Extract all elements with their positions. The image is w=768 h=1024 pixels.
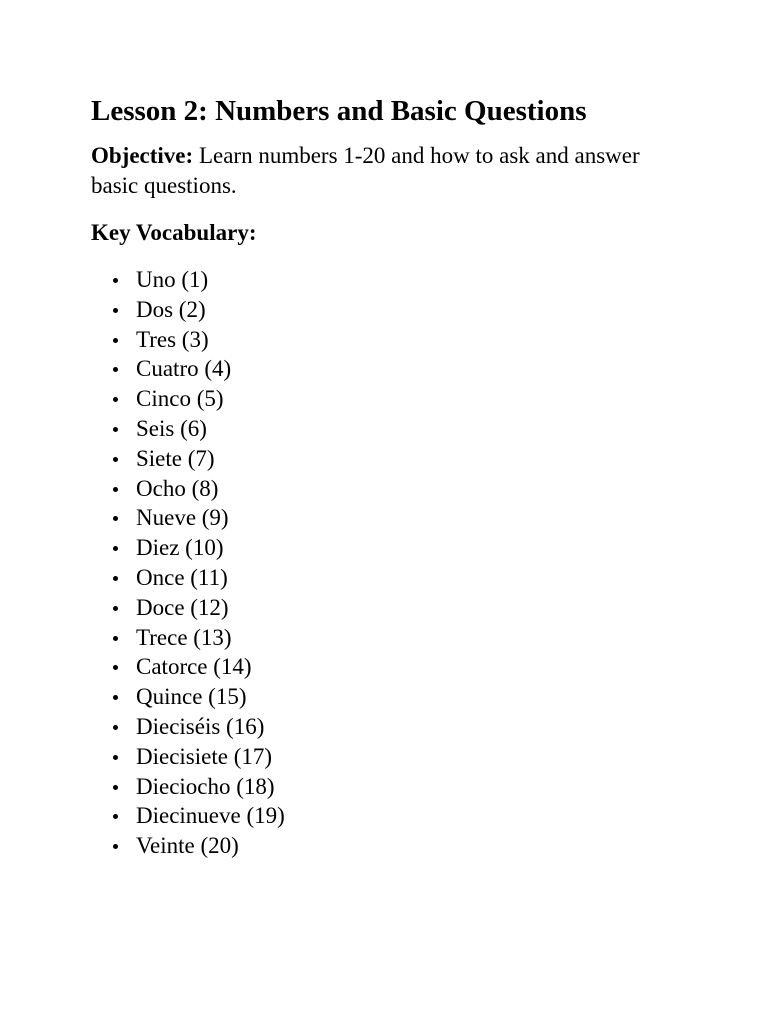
vocabulary-item-text: Once (11)	[136, 564, 228, 590]
vocabulary-item-text: Catorce (14)	[136, 654, 252, 680]
vocabulary-list	[91, 265, 768, 861]
vocabulary-item	[91, 593, 768, 623]
bullet-icon	[113, 785, 118, 790]
bullet-icon	[113, 814, 118, 819]
vocabulary-item-text: Veinte (20)	[136, 833, 239, 859]
vocabulary-item	[91, 384, 768, 414]
vocabulary-item	[91, 801, 768, 831]
vocabulary-item	[91, 503, 768, 533]
vocabulary-item	[91, 623, 768, 653]
vocabulary-item	[91, 295, 768, 325]
vocabulary-item-text: Diez (10)	[136, 535, 224, 561]
bullet-icon	[113, 606, 118, 611]
objective-paragraph	[91, 141, 651, 201]
bullet-icon	[113, 665, 118, 670]
vocabulary-item-text: Doce (12)	[136, 594, 229, 620]
vocabulary-item	[91, 682, 768, 712]
vocabulary-item	[91, 265, 768, 295]
vocabulary-item	[91, 712, 768, 742]
vocabulary-item	[91, 742, 768, 772]
bullet-icon	[113, 308, 118, 313]
vocabulary-item-text: Dieciséis (16)	[136, 713, 265, 739]
vocabulary-item-text: Quince (15)	[136, 684, 247, 710]
vocabulary-item	[91, 533, 768, 563]
vocabulary-item-text: Uno (1)	[136, 267, 209, 292]
vocabulary-item	[91, 444, 768, 474]
vocabulary-item	[91, 772, 768, 802]
vocabulary-item-text: Tres (3)	[136, 326, 209, 352]
lesson-title: Lesson 2: Numbers and Basic Questions	[91, 95, 587, 127]
bullet-icon	[113, 844, 118, 849]
objective-text: Learn numbers 1-20 and how to ask and answer basic questions.	[91, 143, 640, 198]
bullet-icon	[113, 367, 118, 372]
vocabulary-item-text: Trece (13)	[136, 624, 232, 650]
vocabulary-item	[91, 652, 768, 682]
bullet-icon	[113, 695, 118, 700]
vocabulary-item-text: Cuatro (4)	[136, 356, 232, 382]
objective-label: Objective:	[91, 143, 194, 168]
vocabulary-item-text: Nueve (9)	[136, 505, 229, 531]
vocabulary-item	[91, 474, 768, 504]
vocabulary-item	[91, 414, 768, 444]
vocabulary-item-text: Seis (6)	[136, 415, 207, 441]
bullet-icon	[113, 546, 118, 551]
bullet-icon	[113, 278, 118, 283]
bullet-icon	[113, 516, 118, 521]
bullet-icon	[113, 427, 118, 432]
vocabulary-item	[91, 354, 768, 384]
bullet-icon	[113, 397, 118, 402]
vocabulary-item-text: Dieciocho (18)	[136, 773, 275, 799]
vocabulary-item-text: Siete (7)	[136, 445, 215, 471]
bullet-icon	[113, 576, 118, 581]
bullet-icon	[113, 755, 118, 760]
vocabulary-item	[91, 831, 768, 861]
bullet-icon	[113, 636, 118, 641]
vocabulary-item-text: Diecinueve (19)	[136, 803, 285, 829]
vocabulary-item	[91, 325, 768, 355]
vocabulary-item-text: Dos (2)	[136, 296, 206, 322]
vocabulary-heading: Key Vocabulary:	[91, 220, 257, 245]
bullet-icon	[113, 338, 118, 343]
bullet-icon	[113, 487, 118, 492]
vocabulary-item-text: Diecisiete (17)	[136, 743, 273, 769]
vocabulary-item-text: Ocho (8)	[136, 475, 219, 501]
vocabulary-item	[91, 563, 768, 593]
bullet-icon	[113, 725, 118, 730]
bullet-icon	[113, 457, 118, 462]
vocabulary-item-text: Cinco (5)	[136, 386, 224, 412]
